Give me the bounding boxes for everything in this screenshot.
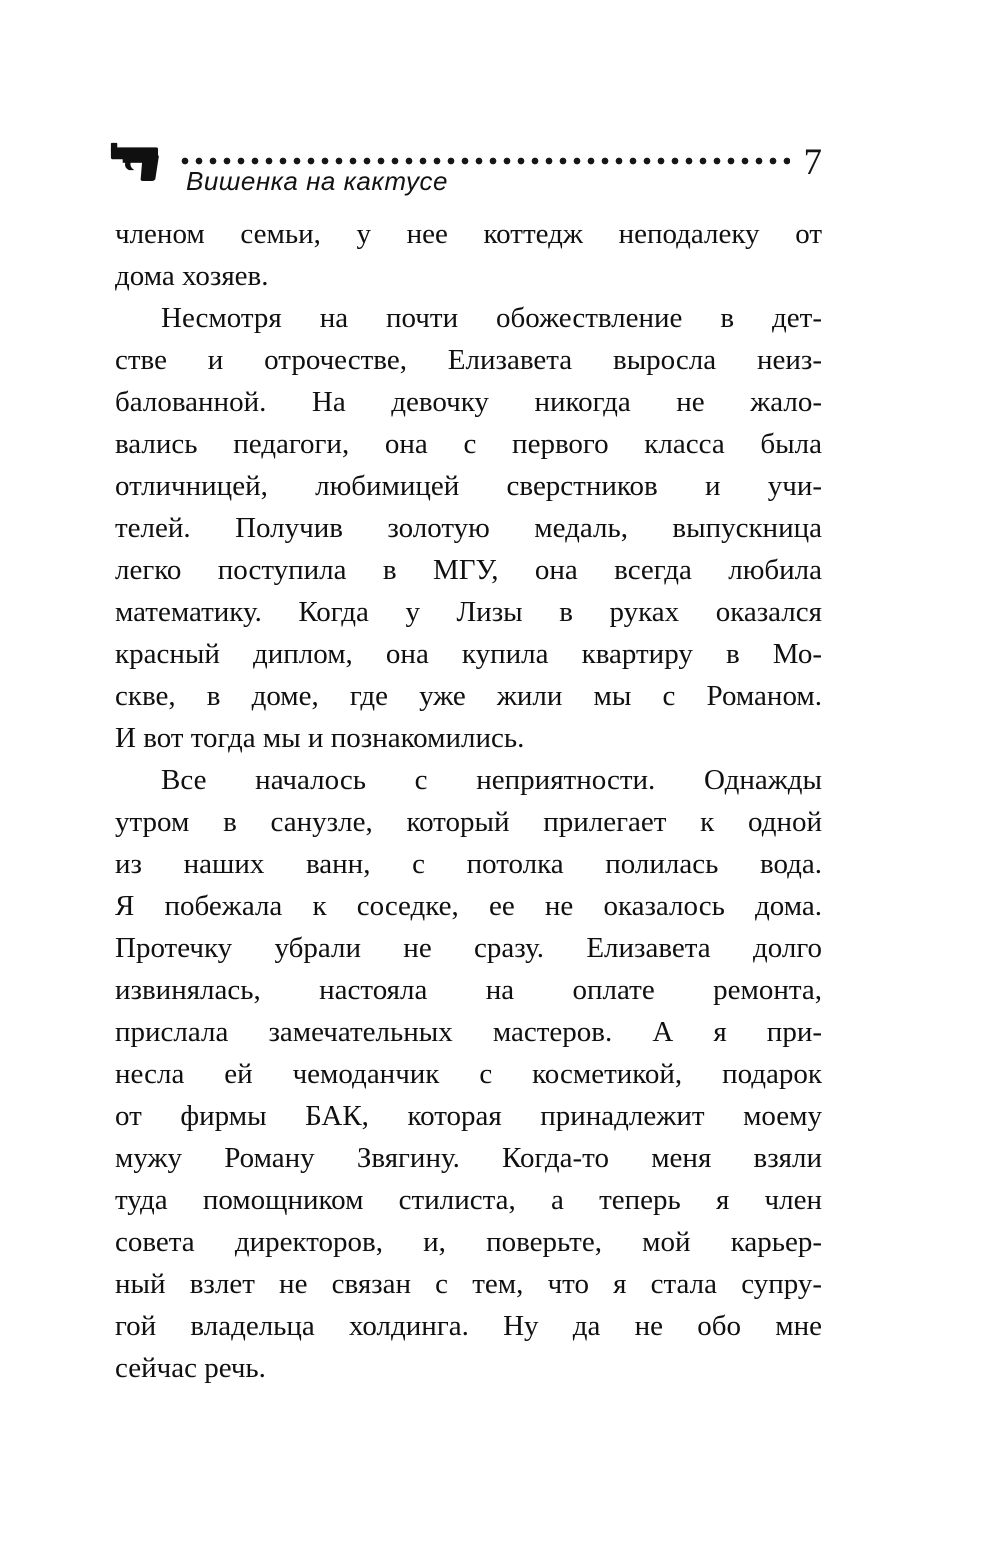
page-body xyxy=(115,213,822,1389)
text-line: легко поступила в МГУ, она всегда любила xyxy=(115,554,822,586)
text-line: членом семьи, у нее коттедж неподалеку от xyxy=(115,218,822,250)
text-line: балованной. На девочку никогда не жало- xyxy=(115,386,822,418)
text-line: совета директоров, и, поверьте, мой карьер- xyxy=(115,1226,822,1258)
header-dotted-line xyxy=(178,157,790,165)
text-line: вались педагоги, она с первого класса была xyxy=(115,428,822,460)
text-line: Все началось с неприятности. Однажды xyxy=(161,764,822,796)
page-number: 7 xyxy=(803,141,822,183)
text-line: несла ей чемоданчик с косметикой, подарок xyxy=(115,1058,822,1090)
text-line: туда помощником стилиста, а теперь я член xyxy=(115,1184,822,1216)
text-line: от фирмы БАК, которая принадлежит моему xyxy=(115,1100,822,1132)
text-line: Протечку убрали не сразу. Елизавета долго xyxy=(115,932,822,964)
text-line: извинялась, настояла на оплате ремонта, xyxy=(115,974,822,1006)
text-line: прислала замечательных мастеров. А я при- xyxy=(115,1016,822,1048)
text-line: Несмотря на почти обожествление в дет- xyxy=(161,302,822,334)
pistol-icon xyxy=(110,140,168,182)
text-line: стве и отрочестве, Елизавета выросла неиз- xyxy=(115,344,822,376)
text-line: И вот тогда мы и познакомились. xyxy=(115,722,525,754)
text-line: дома хозяев. xyxy=(115,260,269,292)
text-line: красный диплом, она купила квартиру в Мо- xyxy=(115,638,822,670)
text-line: сейчас речь. xyxy=(115,1352,266,1384)
text-line: математику. Когда у Лизы в руках оказался xyxy=(115,596,822,628)
text-line: мужу Роману Звягину. Когда-то меня взяли xyxy=(115,1142,822,1174)
text-line: из наших ванн, с потолка полилась вода. xyxy=(115,848,822,880)
text-line: скве, в доме, где уже жили мы с Романом. xyxy=(115,680,822,712)
text-line: отличницей, любимицей сверстников и учи- xyxy=(115,470,822,502)
running-title: Вишенка на кактусе xyxy=(186,166,448,196)
text-line: ный взлет не связан с тем, что я стала супру- xyxy=(115,1268,822,1300)
text-line: утром в санузле, который прилегает к одной xyxy=(115,806,822,838)
text-line: телей. Получив золотую медаль, выпускница xyxy=(115,512,822,544)
text-line: Я побежала к соседке, ее не оказалось дома. xyxy=(115,890,822,922)
text-line: гой владельца холдинга. Ну да не обо мне xyxy=(115,1310,822,1342)
